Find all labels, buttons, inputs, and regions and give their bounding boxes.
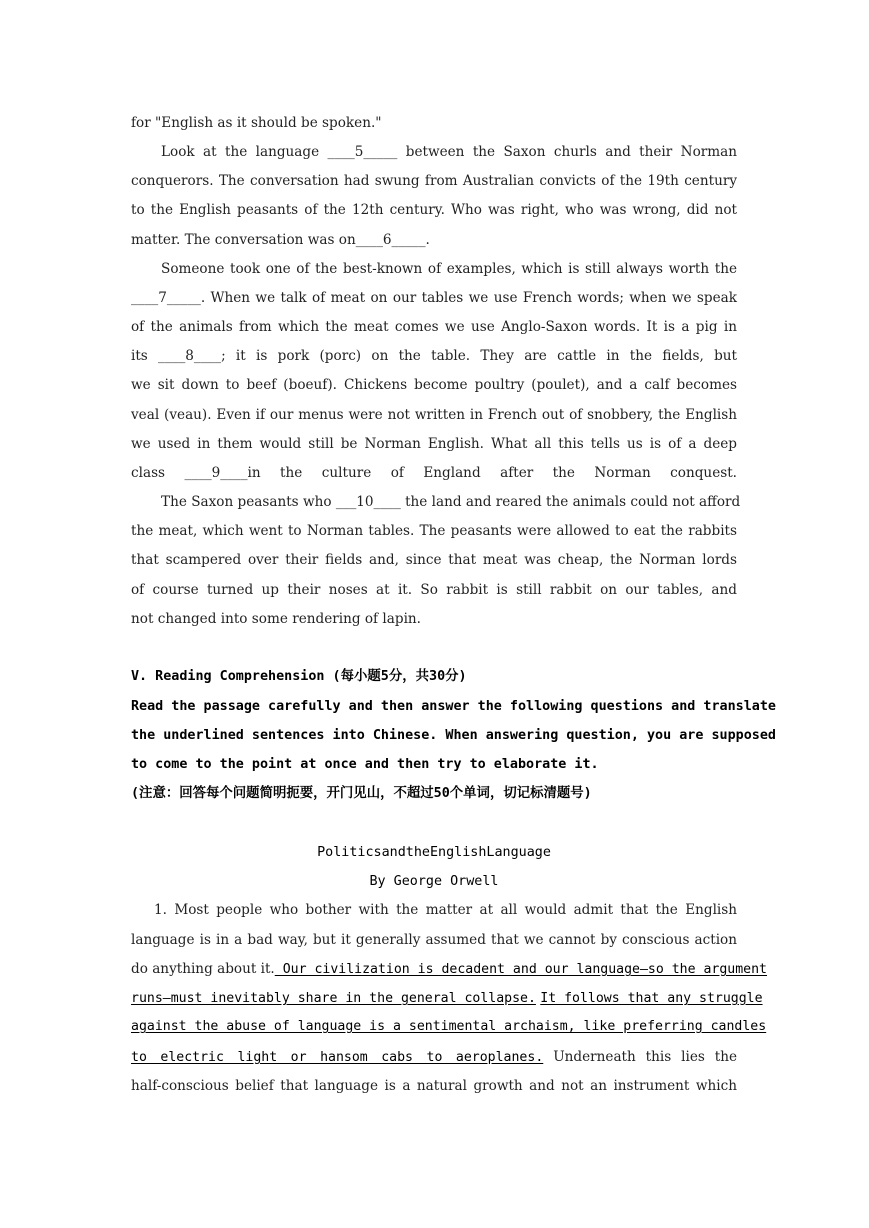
article-text: do anything about it. (131, 961, 275, 977)
passage-line: to the English peasants of the 12th century. Who was right, who was wrong, did not (131, 202, 737, 218)
passage-line: its ____8____; it is pork (porc) on the table. They are cattle in the fields, but (131, 348, 737, 364)
article-author: By George Orwell (369, 874, 499, 889)
passage-line: that scampered over their fields and, since that meat was cheap, the Norman lords (131, 552, 737, 568)
passage-line: ____7_____. When we talk of meat on our tables we use French words; when we speak (131, 290, 737, 306)
passage-line: we sit down to beef (boeuf). Chickens become poultry (poulet), and a calf becomes (131, 377, 737, 393)
passage-line: the meat, which went to Norman tables. The peasants were allowed to eat the rabbits (131, 523, 737, 539)
instruction-line: the underlined sentences into Chinese. When answering question, you are supposed (131, 728, 776, 743)
passage-line: Look at the language ____5_____ between the Saxon churls and their Norman (161, 144, 737, 160)
passage-line: we used in them would still be Norman English. What all this tells us is of a deep (131, 436, 737, 452)
underlined-sentence: Our civilization is decadent and our language—so the argument (274, 962, 768, 977)
passage-line: matter. The conversation was on____6_____. (131, 232, 430, 248)
section-heading: V. Reading Comprehension (每小题5分，共30分) (131, 669, 467, 684)
passage-line: conquerors. The conversation had swung from Australian convicts of the 19th century (131, 173, 737, 189)
passage-line: for "English as it should be spoken." (131, 115, 382, 131)
underlined-sentence: against the abuse of language is a sentimental archaism, like preferring candles (131, 1019, 767, 1034)
article-line: 1. Most people who bother with the matter at all would admit that the English (154, 902, 737, 918)
article-title: PoliticsandtheEnglishLanguage (317, 845, 551, 860)
passage-line: of the animals from which the meat comes we use Anglo-Saxon words. It is a pig in (131, 319, 737, 335)
passage-line: Someone took one of the best-known of examples, which is still always worth the (161, 261, 737, 277)
article-text: Underneath this lies the (553, 1049, 738, 1065)
passage-line: class ____9____in the culture of England after the Norman conquest. (131, 465, 737, 481)
underlined-sentence: It follows that any struggle (540, 991, 763, 1006)
passage-line: veal (veau). Even if our menus were not written in French out of snobbery, the English (131, 407, 737, 423)
passage-line: of course turned up their noses at it. So rabbit is still rabbit on our tables, and (131, 582, 737, 598)
article-line (131, 958, 768, 980)
article-line (131, 1046, 737, 1068)
underlined-sentence: to electric light or hansom cabs to aeroplanes. (131, 1050, 544, 1065)
passage-line: The Saxon peasants who ___10____ the land and reared the animals could not afford (161, 494, 741, 510)
instruction-line: to come to the point at once and then try to elaborate it. (131, 757, 599, 772)
instruction-line: Read the passage carefully and then answer the following questions and translate (131, 699, 776, 714)
article-line (131, 987, 763, 1009)
article-line: half-conscious belief that language is a natural growth and not an instrument which (131, 1078, 737, 1094)
article-line: language is in a bad way, but it generally assumed that we cannot by conscious action (131, 932, 737, 948)
passage-line: not changed into some rendering of lapin. (131, 611, 421, 627)
instruction-note: (注意：回答每个问题简明扼要，开门见山，不超过50个单词，切记标清题号) (131, 786, 592, 801)
underlined-sentence: runs—must inevitably share in the general collapse. (131, 991, 536, 1006)
